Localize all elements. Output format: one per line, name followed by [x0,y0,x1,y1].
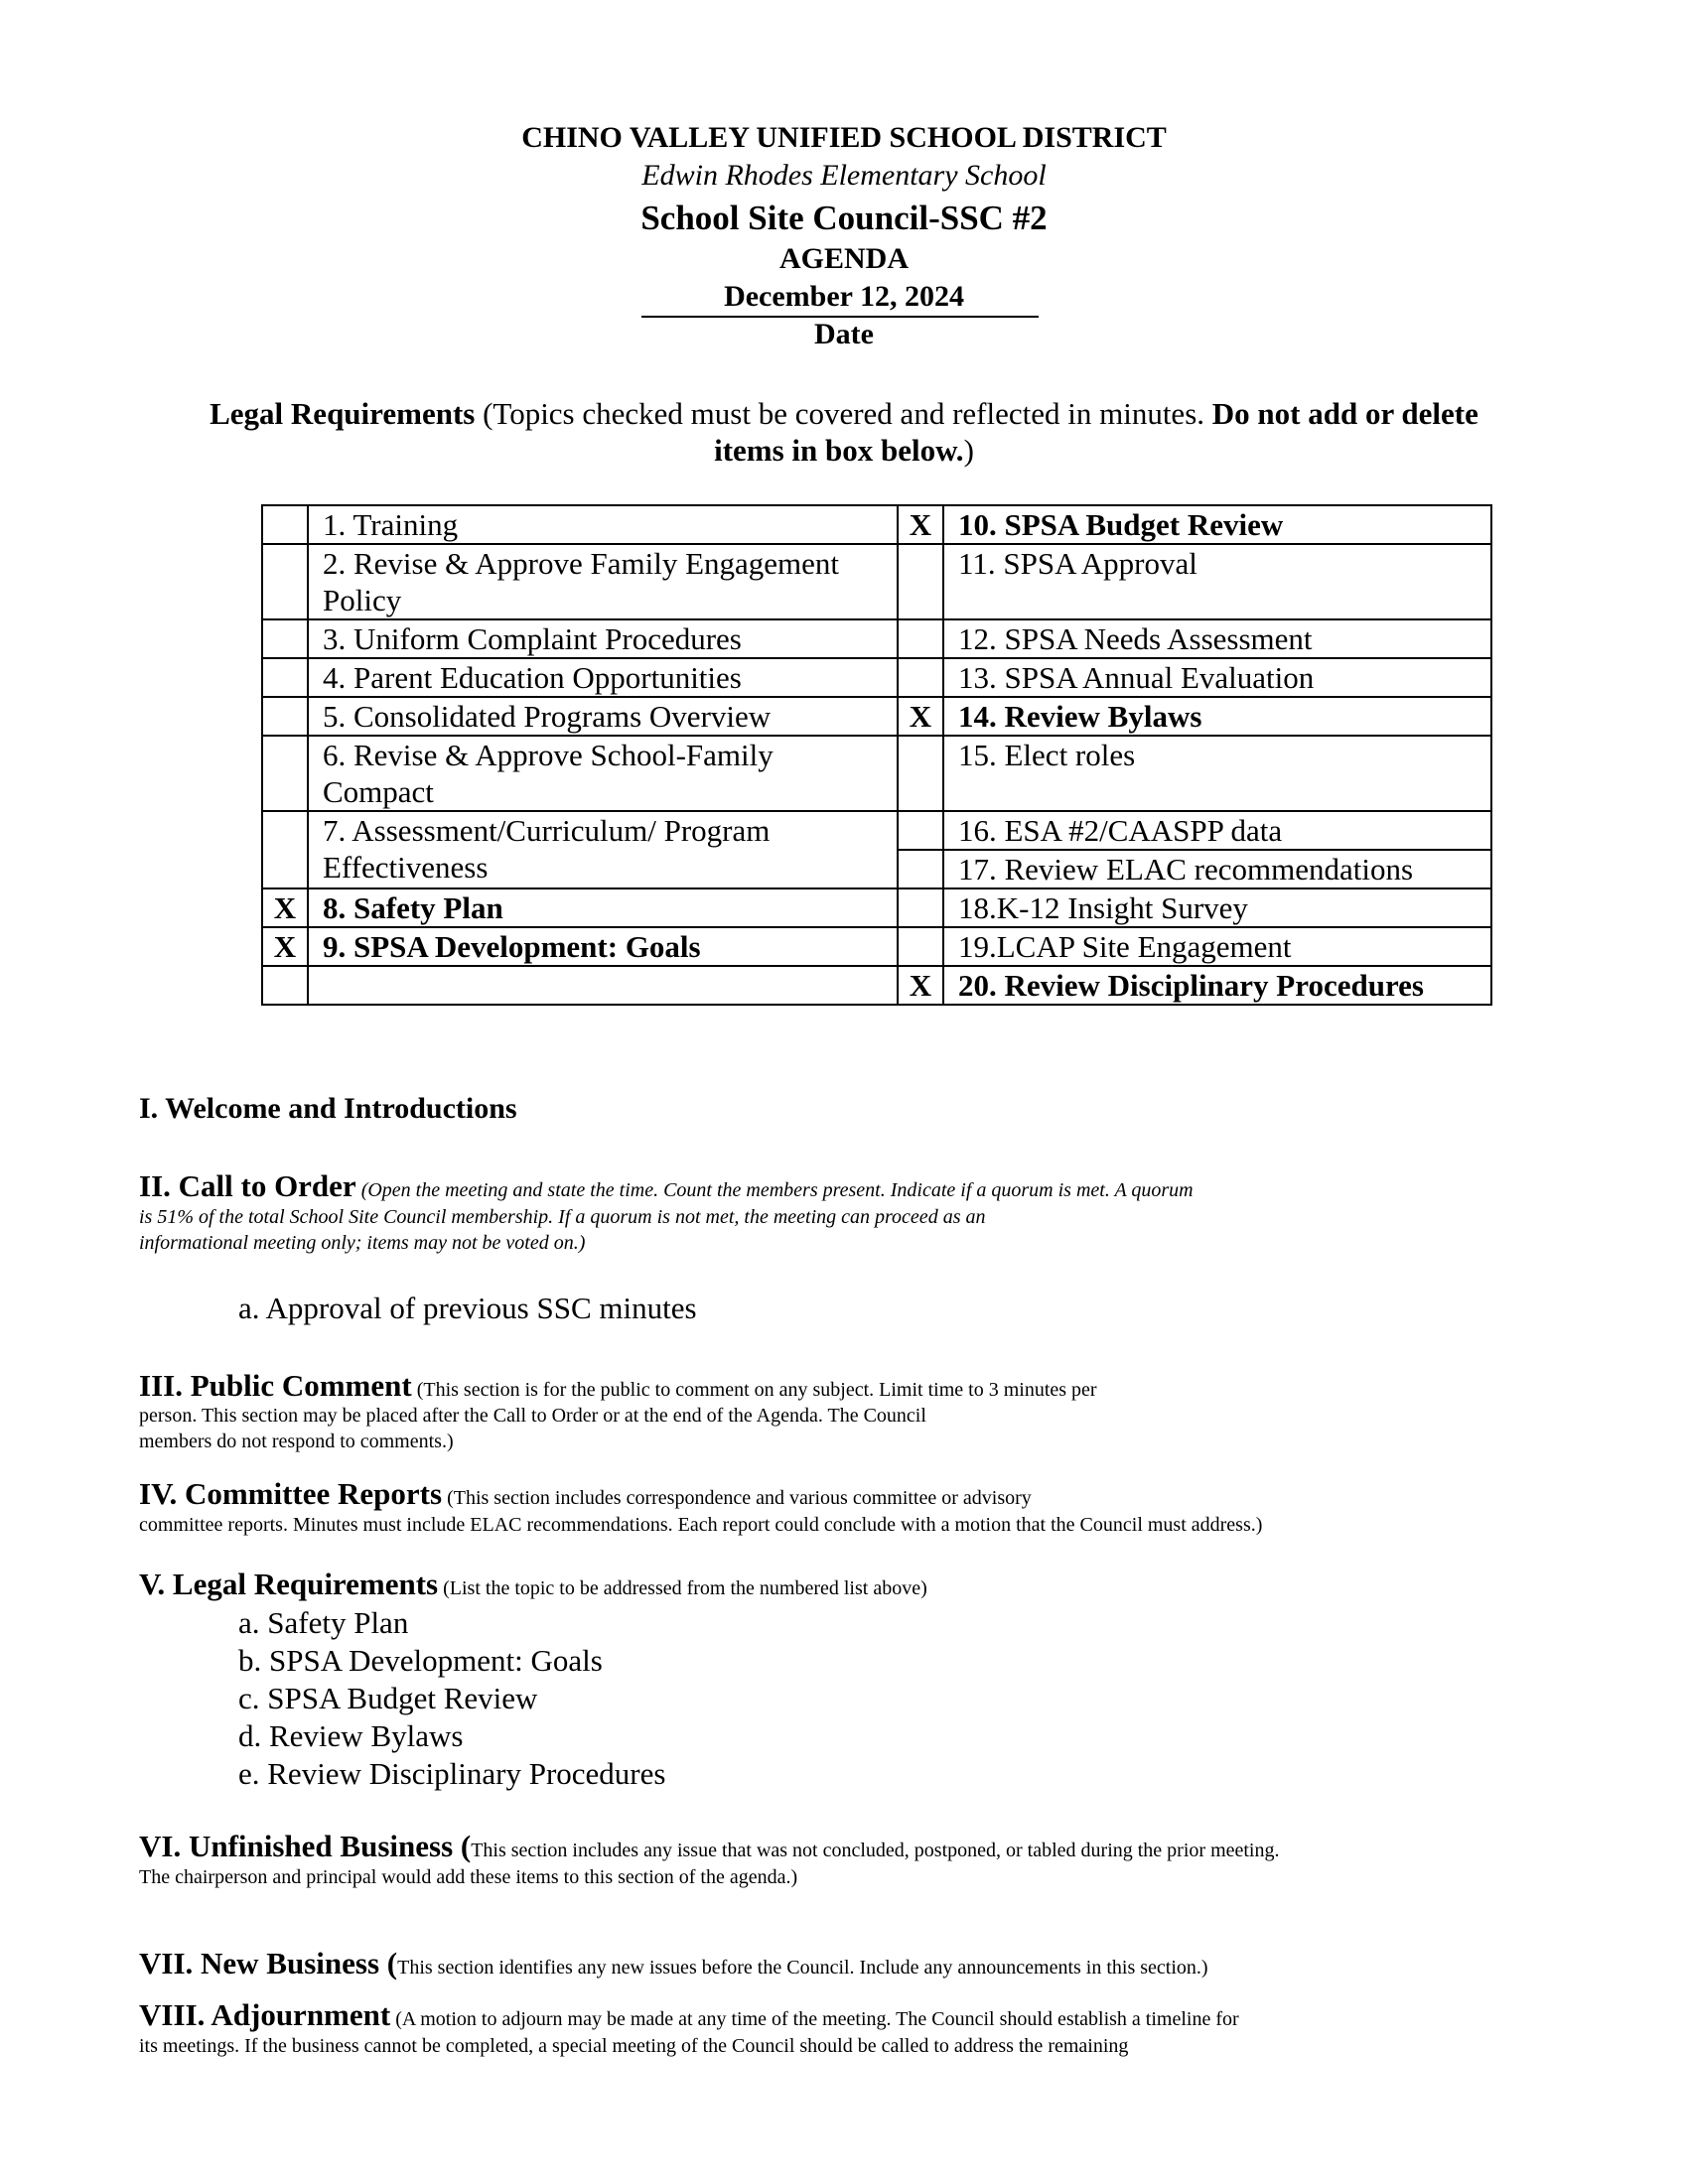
section-note: The chairperson and principal would add these items to this section of the agenda.) [139,1866,798,1888]
agenda-item: d. Review Bylaws [238,1718,464,1753]
legal-intro-lead: Legal Requirements [210,396,476,431]
section-note: is 51% of the total School Site Council membership. If a quorum is not met, the meeting can proceed as an [139,1206,986,1228]
topic-cell: 2. Revise & Approve Family Engagement Policy [308,544,898,619]
section-committee-reports [139,1476,1430,1512]
topic-cell: 13. SPSA Annual Evaluation [943,658,1491,697]
topic-cell: 19.LCAP Site Engagement [943,927,1491,966]
checkbox-cell [898,544,943,619]
checkbox-cell [262,544,308,619]
section-heading: IV. Committee Reports [139,1476,443,1511]
date-value: December 12, 2024 [724,280,964,313]
section-note: This section includes any issue that was not concluded, postponed, or tabled during the prior meeting. [471,1840,1280,1861]
checkbox-cell [898,658,943,697]
section-heading: III. Public Comment [139,1368,412,1403]
topic-cell [308,966,898,1005]
checkbox-cell [262,658,308,697]
checkbox-cell [898,888,943,927]
agenda-item: a. Safety Plan [238,1605,409,1640]
section-legal-requirements [139,1567,1430,1602]
date-label: Date [814,318,874,350]
agenda-item: b. SPSA Development: Goals [238,1643,603,1678]
agenda-item: e. Review Disciplinary Procedures [238,1756,666,1791]
section-heading: VI. Unfinished Business ( [139,1829,472,1863]
section-call-to-order [139,1168,1430,1204]
topic-cell: 6. Revise & Approve School-Family Compact [308,736,898,811]
agenda-item: a. Approval of previous SSC minutes [238,1291,697,1325]
section-heading: II. Call to Order [139,1168,356,1203]
checkbox-cell: X [898,505,943,544]
section-note: informational meeting only; items may not be voted on.) [139,1232,586,1254]
legal-intro [0,395,1688,469]
table-row [262,505,1491,544]
district-name: CHINO VALLEY UNIFIED SCHOOL DISTRICT [521,121,1167,154]
topic-cell: 8. Safety Plan [308,888,898,927]
topic-cell: 11. SPSA Approval [943,544,1491,619]
section-note: (This section is for the public to comment on any subject. Limit time to 3 minutes per [411,1379,1097,1401]
checkbox-cell: X [262,927,308,966]
checkbox-cell [262,697,308,736]
section-adjournment [139,1997,1430,2033]
topic-cell: 5. Consolidated Programs Overview [308,697,898,736]
checkbox-cell: X [898,966,943,1005]
legal-requirements-table [261,504,1492,1006]
section-heading: VIII. Adjournment [139,1997,391,2032]
council-title: School Site Council-SSC #2 [640,199,1048,237]
legal-intro-warning: Do not add or delete [1211,396,1478,431]
table-row [262,811,1491,850]
section-heading: V. Legal Requirements [139,1567,439,1601]
agenda-item: c. SPSA Budget Review [238,1681,538,1715]
legal-intro-text: (Topics checked must be covered and reflected in minutes. [475,396,1212,431]
topic-cell: 16. ESA #2/CAASPP data [943,811,1491,850]
section-note: This section identifies any new issues before the Council. Include any announcements in this section.) [397,1957,1208,1979]
topic-cell: 9. SPSA Development: Goals [308,927,898,966]
checkbox-cell [898,619,943,658]
checkbox-cell [262,619,308,658]
section-public-comment [139,1368,1430,1404]
agenda-label: AGENDA [778,242,909,275]
topic-cell: 4. Parent Education Opportunities [308,658,898,697]
section-note: its meetings. If the business cannot be completed, a special meeting of the Council should be called to address the remaining [139,2035,1129,2057]
topic-cell: 12. SPSA Needs Assessment [943,619,1491,658]
table-row [262,658,1491,697]
section-note: (This section includes correspondence and various committee or advisory [442,1487,1032,1509]
checkbox-cell: X [898,697,943,736]
checkbox-cell: X [262,888,308,927]
checkbox-cell [262,811,308,888]
table-row [262,619,1491,658]
checkbox-cell [898,850,943,888]
checkbox-cell [898,927,943,966]
section-unfinished-business [139,1829,1430,1864]
section-note: (List the topic to be addressed from the numbered list above) [438,1577,927,1599]
topic-cell: 1. Training [308,505,898,544]
section-note: committee reports. Minutes must include ELAC recommendations. Each report could conclude with a motion that the Council must address.) [139,1514,1263,1536]
school-name: Edwin Rhodes Elementary School [641,159,1047,192]
checkbox-cell [262,736,308,811]
checkbox-cell [898,736,943,811]
topic-cell: 10. SPSA Budget Review [943,505,1491,544]
section-welcome: I. Welcome and Introductions [139,1092,517,1125]
table-row [262,888,1491,927]
meeting-date [0,280,1688,314]
table-row [262,697,1491,736]
table-row [262,736,1491,811]
topic-cell: 17. Review ELAC recommendations [943,850,1491,888]
table-row [262,927,1491,966]
legal-intro-warning-2: items in box below. [714,433,964,468]
topic-cell: 3. Uniform Complaint Procedures [308,619,898,658]
section-note: (A motion to adjourn may be made at any time of the meeting. The Council should establish a timeline for [390,2008,1239,2030]
section-note: (Open the meeting and state the time. Count the members present. Indicate if a quorum is met. A quorum [355,1179,1194,1201]
legal-intro-close: ) [963,433,974,468]
section-note: members do not respond to comments.) [139,1431,454,1452]
topic-cell: 14. Review Bylaws [943,697,1491,736]
table-row [262,544,1491,619]
topic-cell: 15. Elect roles [943,736,1491,811]
topic-cell: 7. Assessment/Curriculum/ Program Effectiveness [308,811,898,888]
section-note: person. This section may be placed after the Call to Order or at the end of the Agenda. The Council [139,1405,926,1427]
checkbox-cell [262,505,308,544]
table-row [262,966,1491,1005]
checkbox-cell [898,811,943,850]
checkbox-cell [262,966,308,1005]
topic-cell: 20. Review Disciplinary Procedures [943,966,1491,1005]
topic-cell: 18.K-12 Insight Survey [943,888,1491,927]
section-heading: VII. New Business ( [139,1946,398,1980]
section-new-business [139,1946,1430,1981]
